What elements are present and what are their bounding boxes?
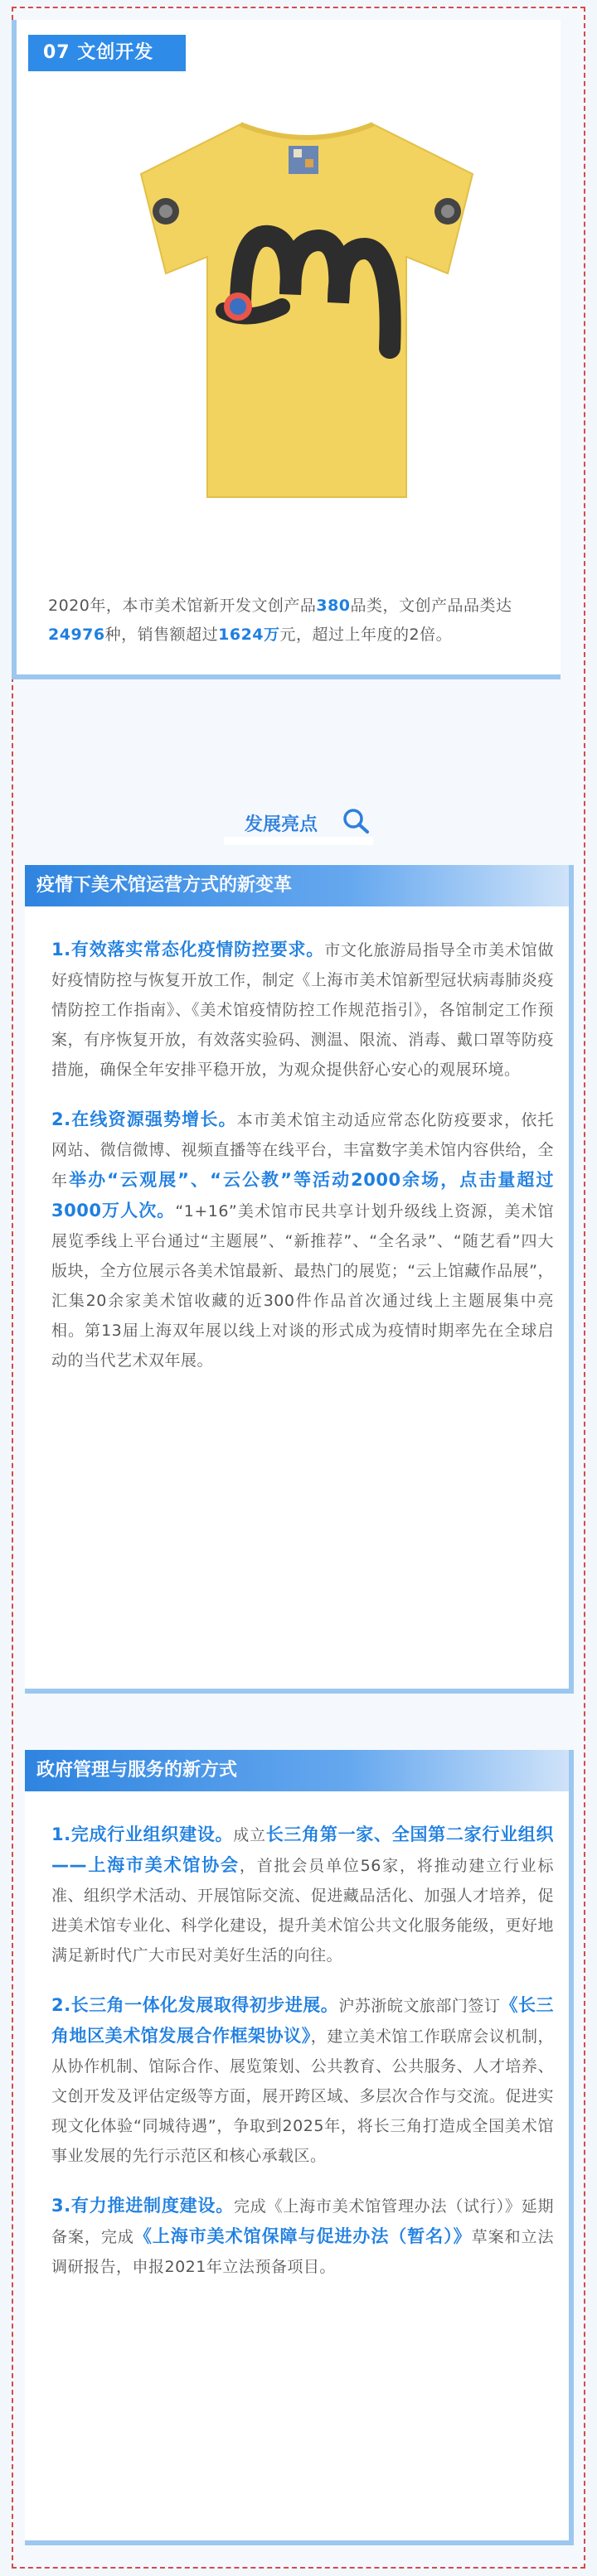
highlight-text: 《长三角地区美术馆发展合作框架协议》 [51, 1995, 554, 2046]
card-title: 政府管理与服务的新方式 [25, 1750, 569, 1791]
cultural-products-summary [48, 592, 546, 650]
highlight-text: 《上海市美术馆保障与促进办法（暂名）》 [133, 2226, 472, 2246]
body-text: 市文化旅游局指导全市美术馆做好疫情防控与恢复开放工作，制定《上海市美术馆新型冠状病毒肺炎疫情防控工作指南》、《美术馆疫情防控工作规范指引》，各馆制定工作预案，有序恢复开放，有效落实验码、测温、限流、消毒、戴口罩等防疫措施，确保全年安排平稳开放，为观众提供舒心安心的观展环境。 [51, 941, 554, 1079]
tshirt-image [116, 108, 498, 505]
highlight-header [0, 795, 597, 853]
summary-text: 2020年，本市美术馆新开发文创产品 [48, 597, 317, 615]
paragraph-heading: 2.在线资源强势增长。 [51, 1109, 237, 1129]
card-government-services [25, 1750, 574, 2545]
body-text: ，首批会员单位56家，将推动建立行业标准、组织学术活动、开展馆际交流、促进藏品活化、加强人才培养，促进美术馆专业化、科学化建设，提升美术馆公共文化服务能级，更好地满足新时代广大市民对美好生活的向往。 [51, 1857, 555, 1965]
summary-text: 种，销售额超过 [104, 626, 219, 644]
body-text: ，建立美术馆工作联席会议机制，从协作机制、馆际合作、展览策划、公共教育、公共服务、人才培养、文创开发及评估定级等方面，展开跨区域、多层次合作与交流。促进实现文化体验“同城待遇”，争取到2025年，将长三角打造成全国美术馆事业发展的先行示范区和核心承载区。 [51, 2027, 554, 2165]
body-text: “1+16”美术馆市民共享计划升级线上资源，美术馆展览季线上平台通过“主题展”、“新推荐”、“全名录”、“随艺看”四大版块，全方位展示各美术馆最新、最热门的展览；“云上馆藏作品展”，汇集20余家美术馆收藏的近300件作品首次通过线上主题展集中亮相。第13届上海双年展以线上对谈的形式成为疫情时期率先在全球启动的当代艺术双年展。 [51, 1202, 554, 1370]
paragraph-heading: 1.有效落实常态化疫情防控要求。 [51, 940, 325, 959]
summary-text: 元，超过上年度的2倍。 [279, 626, 453, 644]
cultural-products-section [12, 20, 561, 679]
paragraph-heading: 1.完成行业组织建设。 [51, 1824, 234, 1844]
body-text: 本市美术馆主动适应常态化防疫要求，依托网站、微信微博、视频直播等在线平台，丰富数字美术馆内容供给，全年 [51, 1111, 554, 1190]
summary-text: 品类，文创产品品类达 [350, 597, 512, 615]
highlight-title: 发展亮点 [245, 814, 318, 835]
card-body [51, 1820, 554, 2302]
paragraph-heading: 2.长三角一体化发展取得初步进展。 [51, 1995, 339, 2015]
section-title: 07 文创开发 [28, 35, 186, 71]
highlight-text: 举办“云观展”、“云公教”等活动2000余场，点击量超过3000万人次。 [51, 1170, 554, 1220]
paragraph [51, 2191, 554, 2282]
body-text: 完成《上海市美术馆管理办法（试行）》延期备案，完成 [51, 2197, 554, 2246]
highlight-text: 长三角第一家、全国第二家行业组织——上海市美术馆协会 [51, 1824, 554, 1875]
highlight-underline [224, 837, 373, 845]
body-text: 沪苏浙皖文旅部门签订 [338, 1997, 501, 2015]
card-title: 疫情下美术馆运营方式的新变革 [25, 865, 569, 906]
card-pandemic-operations [25, 865, 574, 1694]
paragraph [51, 935, 554, 1085]
body-text: 成立 [233, 1826, 266, 1844]
paragraph-heading: 3.有力推进制度建设。 [51, 2196, 234, 2216]
paragraph [51, 1820, 554, 1970]
card-body [51, 935, 554, 1395]
magnifier-icon [342, 805, 371, 835]
paragraph [51, 1990, 554, 2171]
body-text: 草案和立法调研报告，申报2021年立法预备项目。 [51, 2228, 554, 2276]
stat-number: 1624万 [218, 626, 280, 644]
stat-number: 24976 [48, 626, 105, 644]
paragraph [51, 1104, 554, 1375]
stat-number: 380 [316, 597, 351, 615]
